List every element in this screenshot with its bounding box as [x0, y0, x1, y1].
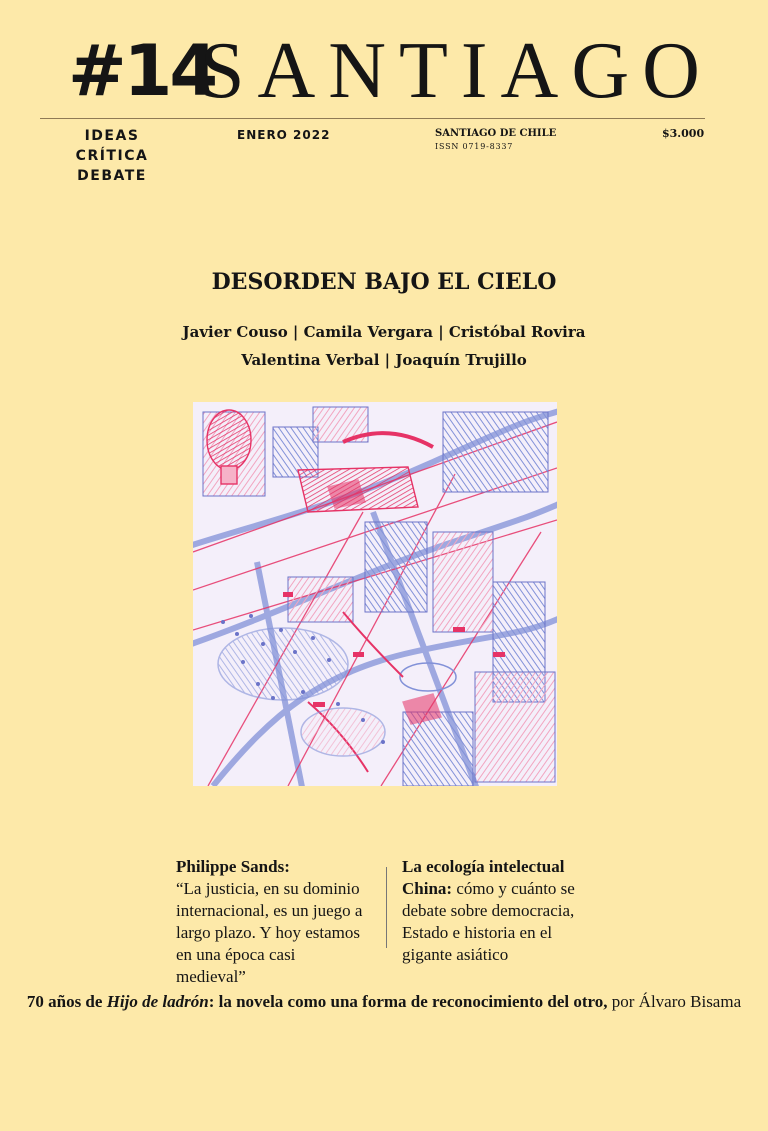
story-lead: La ecología intelectual China:	[402, 857, 565, 898]
feature-part-1: 70 años de	[26, 992, 107, 1011]
story-philippe-sands	[176, 856, 368, 988]
author-line: Javier Couso | Camila Vergara | Cristóbal Rovira	[182, 323, 586, 341]
story-text: cómo y cuánto se debate sobre democracia, Estado e historia en el gigante asiático	[402, 879, 575, 964]
magazine-title: SANTIAGO	[200, 27, 713, 115]
masthead	[0, 28, 768, 114]
feature-byline: por Álvaro Bisama	[607, 992, 742, 1011]
isometric-city-illustration	[193, 402, 557, 786]
author-list	[0, 318, 768, 374]
tagline-word: IDEAS	[84, 128, 140, 144]
feature-part-2: : la novela como una forma de reconocimiento del otro,	[208, 992, 608, 1011]
city-name: SANTIAGO DE CHILE	[435, 128, 557, 139]
tagline-word: DEBATE	[77, 168, 147, 184]
price: $3.000	[662, 127, 705, 140]
masthead-rule	[40, 118, 705, 119]
author-line: Valentina Verbal | Joaquín Trujillo	[241, 351, 527, 369]
issn: ISSN 0719-8337	[435, 142, 514, 151]
story-text: “La justicia, en su dominio internacional, es un juego a largo plazo. Y hoy estamos en una época casi medieval”	[176, 879, 363, 986]
publication-place	[435, 127, 556, 153]
cover-headline: DESORDEN BAJO EL CIELO	[211, 269, 557, 295]
feature-book-title: Hijo de ladrón	[106, 992, 209, 1011]
story-lead: Philippe Sands:	[176, 857, 290, 876]
cover-illustration	[193, 402, 557, 786]
story-divider	[386, 867, 387, 948]
tagline	[70, 126, 154, 186]
tagline-word: CRÍTICA	[75, 148, 149, 164]
issue-date: ENERO 2022	[237, 128, 331, 142]
issue-number: #14	[68, 30, 216, 112]
story-ecologia-intelectual	[402, 856, 602, 966]
feature-teaser	[0, 990, 768, 1014]
